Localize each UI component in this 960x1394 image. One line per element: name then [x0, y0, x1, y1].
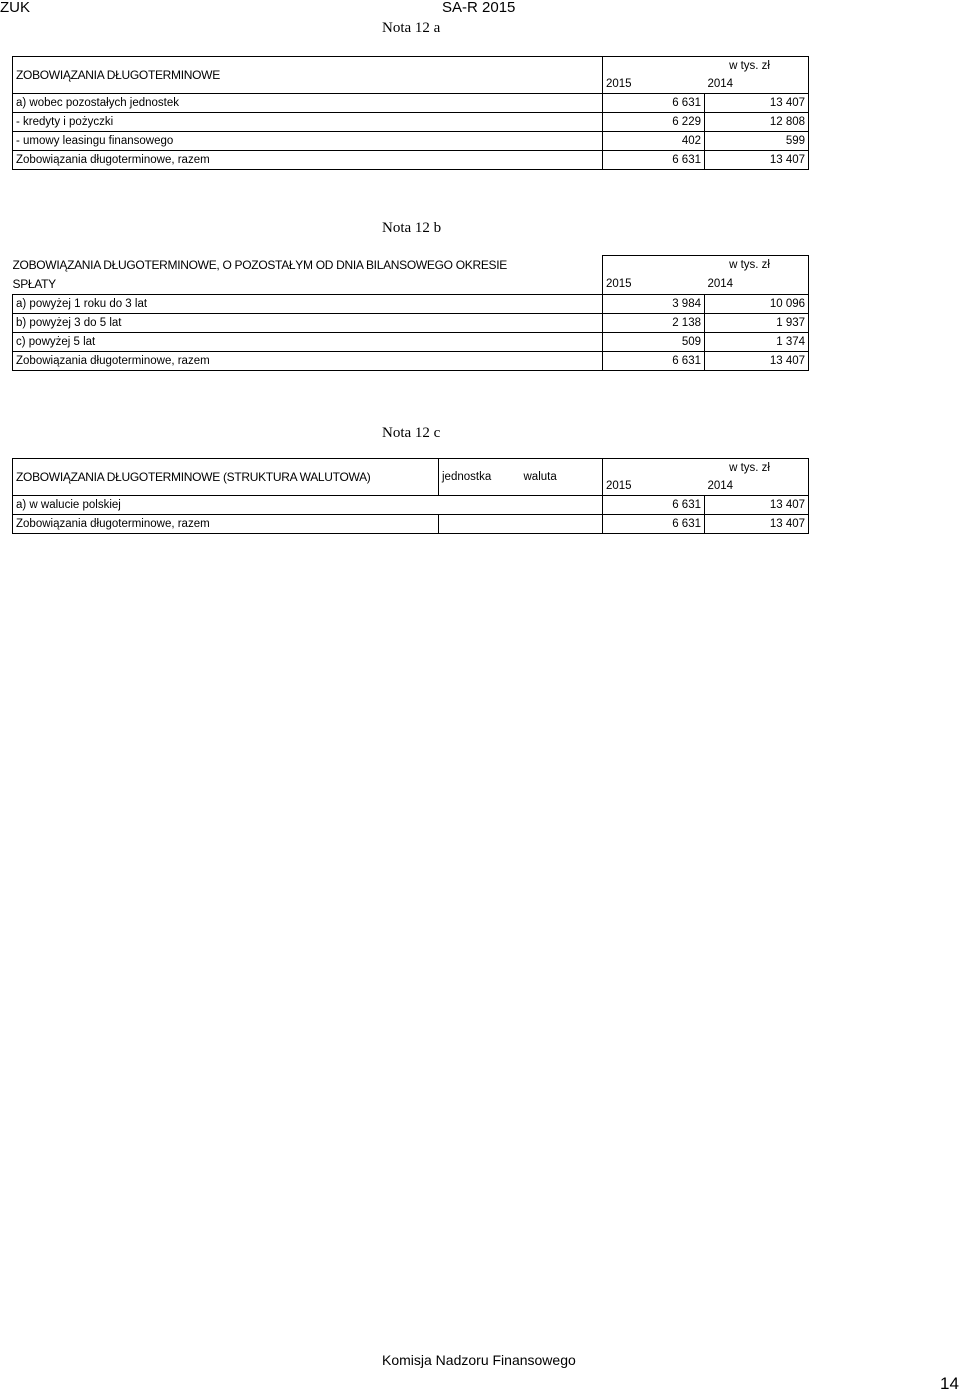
value-2014: 12 808 [705, 113, 809, 132]
table-row [13, 332, 809, 351]
nota-b-unit: w tys. zł [729, 259, 770, 272]
value-2015: 6 631 [603, 496, 705, 515]
table-row [13, 94, 809, 113]
value-2015: 6 631 [603, 515, 705, 534]
row-label: b) powyżej 3 do 5 lat [13, 313, 603, 332]
row-label: - kredyty i pożyczki [13, 113, 603, 132]
value-2015: 6 631 [603, 94, 705, 113]
nota-b-table [12, 255, 809, 371]
header-left: ZUK [0, 0, 30, 16]
value-2015: 6 229 [603, 113, 705, 132]
nota-c-heading: Nota 12 c [382, 425, 441, 441]
value-2014: 13 407 [705, 151, 809, 170]
nota-b-heading: Nota 12 b [382, 220, 442, 236]
row-label: Zobowiązania długoterminowe, razem [13, 515, 439, 534]
row-label: c) powyżej 5 lat [13, 332, 603, 351]
value-2015: 402 [603, 132, 705, 151]
value-2014: 1 937 [705, 313, 809, 332]
nota-a-unit: w tys. zł [729, 60, 770, 72]
nota-a-table [12, 56, 809, 170]
row-label: Zobowiązania długoterminowe, razem [13, 351, 603, 370]
table-row [13, 294, 809, 313]
table-row [13, 496, 809, 515]
table-row [13, 132, 809, 151]
value-2015: 3 984 [603, 294, 705, 313]
value-2014: 599 [705, 132, 809, 151]
table-row-total [13, 515, 809, 534]
nota-c-table [12, 458, 809, 534]
nota-a-col-2014: 2014 [705, 75, 809, 94]
nota-b-title-line1: ZOBOWIĄZANIA DŁUGOTERMINOWE, O POZOSTAŁYM OD DNIA BILANSOWEGO OKRESIE [12, 257, 507, 272]
row-label: a) w walucie polskiej [13, 496, 603, 515]
nota-c-col-2015: 2015 [603, 477, 705, 496]
value-2014: 13 407 [705, 515, 809, 534]
value-2015: 509 [603, 332, 705, 351]
nota-b-col-2015: 2015 [603, 275, 705, 294]
value-2015: 2 138 [603, 313, 705, 332]
nota-a-heading: Nota 12 a [382, 20, 441, 36]
footer-text: Komisja Nadzoru Finansowego [382, 1352, 576, 1368]
row-label: a) wobec pozostałych jednostek [13, 94, 603, 113]
value-2014: 1 374 [705, 332, 809, 351]
nota-a-title: ZOBOWIĄZANIA DŁUGOTERMINOWE [13, 57, 603, 94]
table-row [13, 313, 809, 332]
value-2014: 13 407 [705, 351, 809, 370]
table-row-total [13, 151, 809, 170]
header-center: SA-R 2015 [442, 0, 516, 16]
nota-c-title: ZOBOWIĄZANIA DŁUGOTERMINOWE (STRUKTURA WALUTOWA) [13, 459, 439, 496]
nota-a-col-2015: 2015 [603, 75, 705, 94]
row-label: - umowy leasingu finansowego [13, 132, 603, 151]
row-label: Zobowiązania długoterminowe, razem [13, 151, 603, 170]
value-2014: 10 096 [705, 294, 809, 313]
nota-c-col-waluta: waluta [521, 459, 603, 496]
value-2014: 13 407 [705, 496, 809, 515]
table-row [13, 113, 809, 132]
row-label: a) powyżej 1 roku do 3 lat [13, 294, 603, 313]
nota-b-col-2014: 2014 [705, 275, 809, 294]
value-2015: 6 631 [603, 151, 705, 170]
nota-c-unit: w tys. zł [729, 462, 770, 474]
nota-c-col-jednostka: jednostka [439, 459, 521, 496]
page-number: 14 [940, 1374, 959, 1393]
nota-b-title-line2: SPŁATY [12, 276, 56, 291]
value-2015: 6 631 [603, 351, 705, 370]
value-2014: 13 407 [705, 94, 809, 113]
nota-c-col-2014: 2014 [705, 477, 809, 496]
table-row-total [13, 351, 809, 370]
